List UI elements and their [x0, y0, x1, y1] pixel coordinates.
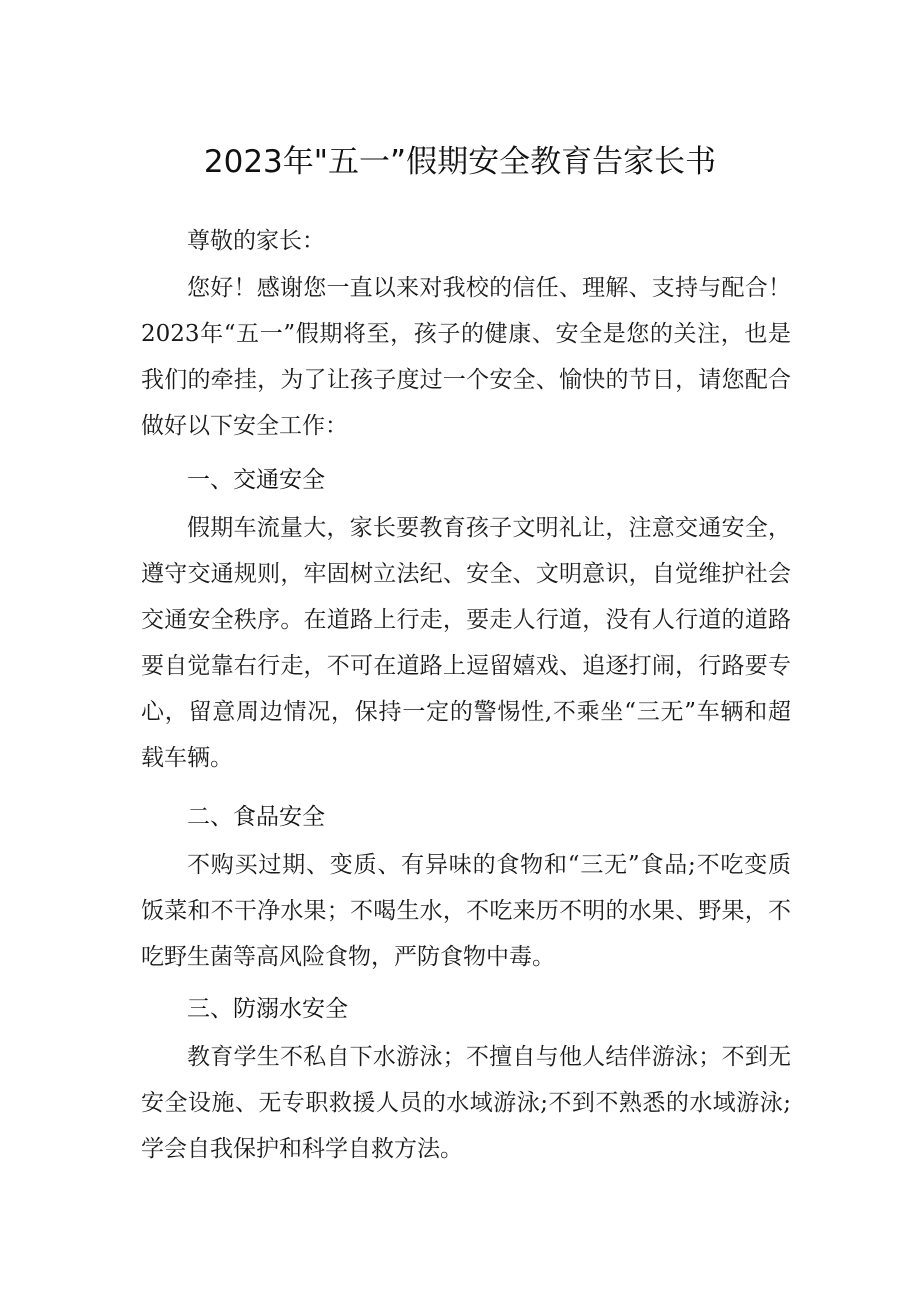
section-body-traffic: 假期车流量大，家长要教育孩子文明礼让，注意交通安全，遵守交通规则，牢固树立法纪、安全、文明意识，自觉维护社会交通安全秩序。在道路上行走，要走人行道，没有人行道的道路要自觉靠右行走，不可在道路上逗留嬉戏、追逐打闹，行路要专心，留意周边情况，保持一定的警惕性,不乘坐“三无”车辆和超载车辆。 — [141, 515, 791, 771]
section-heading-traffic: 一、交通安全 — [187, 467, 325, 493]
section-heading-food: 二、食品安全 — [187, 804, 325, 830]
section-heading-drowning: 三、防溺水安全 — [187, 996, 348, 1022]
section-body-drowning: 教育学生不私自下水游泳；不擅自与他人结伴游泳；不到无安全设施、无专职救援人员的水域游泳;不到不熟悉的水域游泳;学会自我保护和科学自救方法。 — [141, 1044, 791, 1162]
section-body-food: 不购买过期、变质、有异味的食物和“三无”食品;不吃变质饭菜和不干净水果；不喝生水，不吃来历不明的水果、野果，不吃野生菌等高风险食物，严防食物中毒。 — [141, 852, 791, 970]
document-title: 2023年"五一”假期安全教育告家长书 — [203, 144, 717, 180]
intro-paragraph: 您好！感谢您一直以来对我校的信任、理解、支持与配合！2023年“五一”假期将至，孩子的健康、安全是您的关注，也是我们的牵挂，为了让孩子度过一个安全、愉快的节日，请您配合做好以下安全工作： — [141, 275, 791, 439]
salutation: 尊敬的家长： — [187, 228, 325, 254]
